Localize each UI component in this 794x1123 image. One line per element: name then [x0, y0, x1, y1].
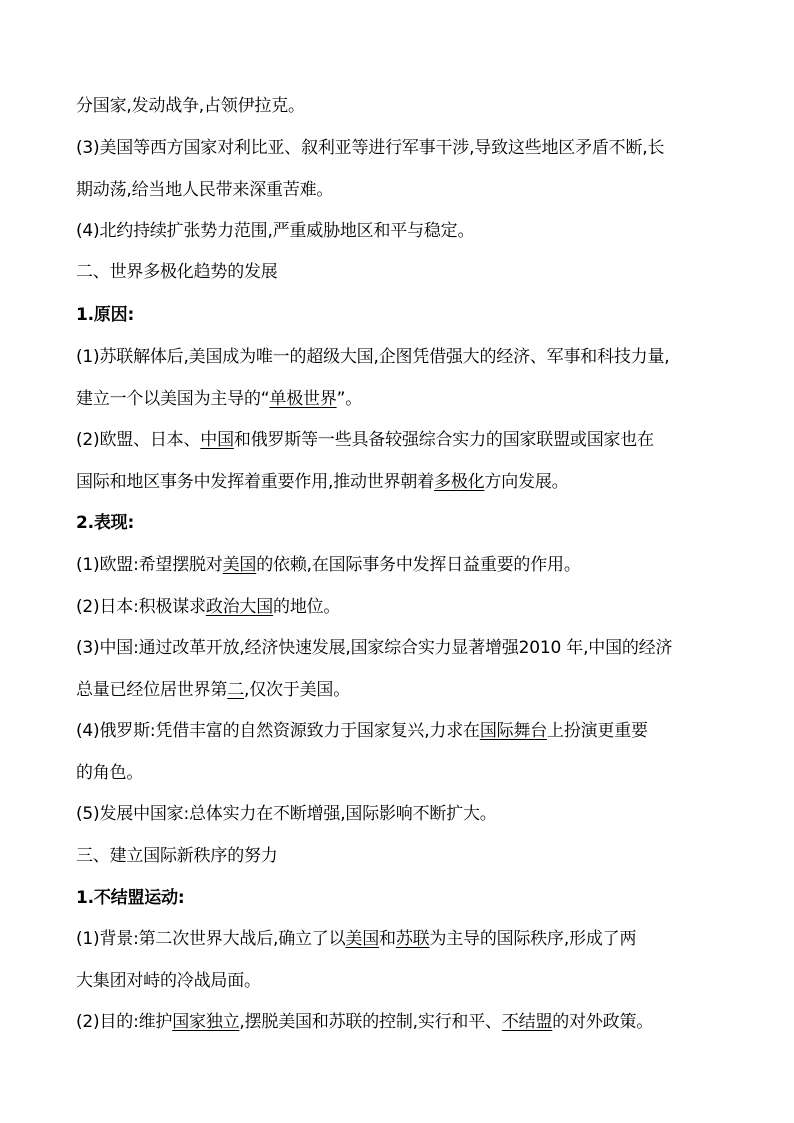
text-segment: 和俄罗斯等一些具备较强综合实力的国家联盟或国家也在	[233, 430, 654, 450]
text-line	[76, 596, 340, 618]
underlined-term: 国家独立	[172, 1012, 240, 1032]
underlined-term: 苏联	[395, 929, 430, 949]
underlined-term: 政治大国	[205, 597, 274, 617]
text-segment: 的依赖,在国际事务中发挥日益重要的作用。	[256, 555, 581, 575]
text-line	[76, 720, 648, 742]
text-segment: (3)中国:通过改革开放,经济快速发展,国家综合实力显著增强2010 年,中国的经济	[76, 638, 673, 658]
text-segment: 的对外政策。	[552, 1012, 654, 1032]
text-line	[76, 679, 350, 701]
section-heading	[76, 304, 134, 326]
text-segment: ”。	[336, 389, 363, 409]
text-segment: (3)美国等西方国家对利比亚、叙利亚等进行军事干涉,导致这些地区矛盾不断,长	[76, 138, 665, 158]
underlined-term: 国际舞台	[479, 721, 548, 741]
text-segment: ,摆脱美国和苏联的控制,实行和平、	[239, 1012, 502, 1032]
text-line	[76, 1011, 653, 1033]
text-segment: 期动荡,给当地人民带来深重苦难。	[76, 180, 334, 200]
text-segment: (2)欧盟、日本、	[76, 430, 201, 450]
section-heading	[76, 512, 134, 534]
text-line	[76, 471, 568, 493]
text-line	[76, 928, 636, 950]
text-segment: 分国家,发动战争,占领伊拉克。	[76, 96, 305, 116]
text-line	[76, 762, 143, 784]
text-segment: 1.原因:	[76, 305, 135, 325]
text-segment: 大集团对峙的冷战局面。	[76, 971, 261, 991]
text-segment: (4)北约持续扩张势力范围,严重威胁地区和平与稳定。	[76, 221, 475, 241]
underlined-term: 中国	[200, 430, 234, 450]
text-segment: (5)发展中国家:总体实力在不断增强,国际影响不断扩大。	[76, 804, 497, 824]
text-segment: 的地位。	[273, 597, 341, 617]
text-segment: 的角色。	[76, 763, 144, 783]
text-segment: ,仅次于美国。	[244, 680, 351, 700]
text-segment: (4)俄罗斯:凭借丰富的自然资源致力于国家复兴,力求在	[76, 721, 480, 741]
text-line	[76, 970, 261, 992]
text-line	[76, 261, 278, 283]
underlined-term: 美国	[222, 555, 257, 575]
text-line	[76, 554, 581, 576]
text-segment: (1)欧盟:希望摆脱对	[76, 555, 223, 575]
text-segment: 总量已经位居世界第	[76, 680, 228, 700]
text-segment: 2.表现:	[76, 513, 135, 533]
text-line	[76, 137, 664, 159]
text-line	[76, 637, 672, 659]
text-segment: 二、世界多极化趋势的发展	[76, 262, 278, 282]
text-line	[76, 803, 497, 825]
text-line	[76, 95, 305, 117]
text-line	[76, 179, 333, 201]
text-segment: 国际和地区事务中发挥着重要作用,推动世界朝着	[76, 472, 435, 492]
text-line	[76, 845, 278, 867]
text-segment: 方向发展。	[484, 472, 569, 492]
section-heading	[76, 887, 185, 909]
text-segment: 1.不结盟运动:	[76, 888, 185, 908]
text-segment: 和	[379, 929, 396, 949]
text-segment: 建立一个以美国为主导的“	[76, 389, 270, 409]
underlined-term: 单极世界	[269, 389, 337, 409]
text-segment: (2)目的:维护	[76, 1012, 173, 1032]
text-segment: (1)背景:第二次世界大战后,确立了以	[76, 929, 346, 949]
text-segment: 为主导的国际秩序,形成了两	[429, 929, 637, 949]
text-line	[76, 220, 474, 242]
underlined-term: 美国	[345, 929, 380, 949]
text-segment: (1)苏联解体后,美国成为唯一的超级大国,企图凭借强大的经济、军事和科技力量,	[76, 347, 670, 367]
text-segment: (2)日本:积极谋求	[76, 597, 206, 617]
text-line	[76, 429, 654, 451]
text-line	[76, 388, 362, 410]
underlined-term: 二	[227, 680, 245, 700]
underlined-term: 多极化	[434, 472, 485, 492]
underlined-term: 不结盟	[501, 1012, 553, 1032]
text-line	[76, 346, 670, 368]
text-segment: 三、建立国际新秩序的努力	[76, 846, 278, 866]
text-segment: 上扮演更重要	[547, 721, 648, 741]
